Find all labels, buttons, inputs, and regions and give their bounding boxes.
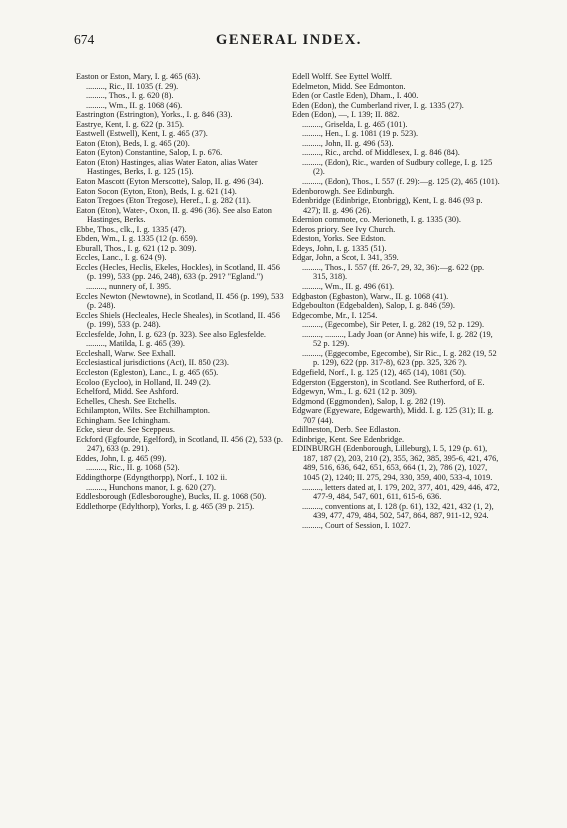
index-entry: EDINBURGH (Edenborough, Lilleburg), I. 5, 129 (p. 61), 187, 187 (2), 203, 210 (2), 355, 362, 385, 395-6, 421, 476, 489, 516, 636, 642, 651, 653, 664 (1, 2), 786 (2), 1027, 1045 (2), 1240; II. 275, 294, 330, 359, 400, 533-4, 1019.: [292, 444, 499, 482]
left-index-column: [76, 72, 284, 511]
index-entry: Eaton Tregoes (Eton Tregose), Heref., I. g. 282 (11).: [76, 196, 251, 206]
index-entry: Edenbridge (Edinbrige, Etonbrigg), Kent, I. g. 846 (93 p. 427); II. g. 496 (26).: [292, 196, 483, 215]
index-entry: Easton or Eston, Mary, I. g. 465 (63).: [76, 72, 201, 81]
index-entry: Edell Wolff. See Eyttel Wolff.: [292, 72, 393, 81]
index-entry: Echelford, Midd. See Ashford.: [76, 387, 179, 397]
index-entry: Eaton (Eton) Hastinges, alias Water Eaton, alias Water Hastinges, Berks, I. g. 125 (15).: [76, 157, 258, 177]
index-entry: ........., Wm., II. g. 496 (61).: [302, 282, 395, 292]
page-number: 674: [74, 32, 95, 47]
index-entry: Eaton (Eton), Water-, Oxon, II. g. 496 (36). See also Eaton Hastinges, Berks.: [76, 205, 272, 225]
index-entry: Eden (Edon), —, I. 139; II. 882.: [292, 110, 400, 120]
index-entry: ........., letters dated at, I. 179, 202, 377, 401, 429, 446, 472, 477-9, 484, 547, 601, 611, 615-6, 636.: [302, 482, 500, 502]
index-entry: ........., (Edon), Thos., I. 557 (f. 29):—g. 125 (2), 465 (101).: [302, 177, 500, 187]
index-entry: Eaton Mascott (Eyton Merscotte), Salop, II. g. 496 (34).: [76, 177, 264, 187]
index-entry: Ecke, sieur de. See Sceppeus.: [76, 425, 175, 435]
index-entry: Eddes, John, I. g. 465 (99).: [76, 453, 167, 463]
index-entry: Edillneston, Derb. See Edlaston.: [292, 425, 401, 435]
index-entry: ........., nunnery of, I. 395.: [86, 282, 172, 292]
index-entry: Ecclesiastical jurisdictions (Act), II. 850 (23).: [76, 358, 229, 368]
index-entry: Edeys, John, I. g. 1335 (51).: [292, 243, 387, 253]
index-entry: Edelmeton, Midd. See Edmonton.: [292, 81, 406, 91]
index-entry: Eastrye, Kent, I. g. 622 (p. 315).: [76, 119, 184, 129]
index-entry: Ecoloo (Eycloo), in Holland, II. 249 (2).: [76, 377, 211, 387]
index-entry: Edernion commote, co. Merioneth, I. g. 1335 (30).: [292, 215, 461, 225]
index-entry: ........., Thos., I. g. 620 (8).: [86, 91, 174, 101]
index-entry: ........., Hunchons manor, I. g. 620 (27).: [86, 482, 216, 492]
index-entry: Ebbe, Thos., clk., I. g. 1335 (47).: [76, 224, 187, 234]
index-entry: Eccles Newton (Newtowne), in Scotland, II. 456 (p. 199), 533 (p. 248).: [76, 291, 284, 311]
index-entry: Ebden, Wm., I. g. 1335 (12 (p. 659).: [76, 234, 198, 244]
index-entry: Edgware (Egyeware, Edgewarth), Midd. I. g. 125 (31); II. g. 707 (44).: [292, 406, 494, 425]
index-entry: Eccles (Hecles, Heclis, Ekeles, Hockles), in Scotland, II. 456 (p. 199), 533 (pp. 246, 248), 633 (p. 291? "Egland."): [76, 262, 280, 282]
index-entry: Edgbaston (Egbaston), Warw., II. g. 1068 (41).: [292, 291, 449, 301]
index-entry: Eccles, Lanc., I. g. 624 (9).: [76, 253, 167, 263]
index-entry: Edgefield, Norf., I. g. 125 (12), 465 (14), 1081 (50).: [292, 367, 467, 377]
index-entry: ........., John, II. g. 496 (53).: [302, 138, 394, 148]
index-entry: Eccleston (Egleston), Lanc., I. g. 465 (65).: [76, 367, 219, 377]
index-entry: Eden (or Castle Eden), Dham., I. 400.: [292, 91, 419, 101]
index-entry: Edgeboulton (Edgebalden), Salop, I. g. 846 (59).: [292, 301, 455, 311]
index-entry: Eddlesborough (Edlesboroughe), Bucks, II. g. 1068 (50).: [76, 492, 267, 502]
index-entry: ........., (Egecombe), Sir Peter, I. g. 282 (19, 52 p. 129).: [302, 320, 485, 330]
index-entry: Eddingthorpe (Edyngthorpp), Norf., I. 102 ii.: [76, 472, 228, 482]
index-entry: Echilampton, Wilts. See Etchilhampton.: [76, 406, 210, 416]
index-entry: Edinbrige, Kent. See Edenbridge.: [292, 434, 405, 444]
index-entry: Eden (Edon), the Cumberland river, I. g. 1335 (27).: [292, 100, 464, 110]
index-entry: ........., Thos., I. 557 (ff. 26-7, 29, 32, 36):—g. 622 (pp. 315, 318).: [302, 262, 485, 282]
index-entry: ........., Ric., II. g. 1068 (52).: [86, 463, 180, 473]
index-entry: Eccleshall, Warw. See Exhall.: [76, 348, 176, 358]
index-entry: Eddlethorpe (Edylthorp), Yorks, I. g. 465 (39 p. 215).: [76, 501, 255, 511]
index-entry: ........., (Edon), Ric., warden of Sudbury college, I. g. 125 (2).: [302, 157, 493, 177]
index-entry: Ederos priory. See Ivy Church.: [292, 224, 396, 234]
index-entry: Edgar, John, a Scot, I. 341, 359.: [292, 253, 399, 263]
index-entry: ........., Wm., II. g. 1068 (46).: [86, 100, 183, 110]
index-entry: Edgewyn, Wm., I. g. 621 (12 p. 309).: [292, 387, 417, 397]
index-entry: Edenborowgh. See Edinburgh.: [292, 186, 395, 196]
index-entry: Edgerston (Eggerston), in Scotland. See Rutherford, of E.: [292, 377, 485, 387]
index-entry: Eastwell (Estwell), Kent, I. g. 465 (37).: [76, 129, 208, 139]
index-entry: Echelles, Chesh. See Etchells.: [76, 396, 177, 406]
index-entry: ........., conventions at, I. 128 (p. 61), 132, 421, 432 (1, 2), 439, 477, 479, 484, 502, 547, 864, 887, 911-12, 924.: [302, 501, 494, 521]
index-entry: Ecclesfelde, John, I. g. 623 (p. 323). See also Eglesfelde.: [76, 329, 266, 339]
index-entry: Echingham. See Ichingham.: [76, 415, 171, 425]
index-entry: Edgecombe, Mr., I. 1254.: [292, 310, 378, 320]
index-entry: ........., Ric., II. 1035 (f. 29).: [86, 81, 179, 91]
index-entry: Eckford (Egfourde, Egelford), in Scotland, II. 456 (2), 533 (p. 247), 633 (p. 291).: [76, 434, 283, 454]
index-entry: ........., (Eggecombe, Egecombe), Sir Ric., I. g. 282 (19, 52 p. 129), 622 (pp. 317-8), 623 (pp. 325, 326 ?).: [302, 348, 497, 368]
index-entry: Eaton (Eyton) Constantine, Salop, I. p. 676.: [76, 148, 223, 158]
index-entry: ........., Court of Session, I. 1027.: [302, 520, 411, 530]
index-entry: Edeston, Yorks. See Edston.: [292, 234, 386, 244]
index-entry: Eburall, Thos., I. g. 621 (12 p. 309).: [76, 243, 197, 253]
index-entry: ........., ........., Lady Joan (or Anne) his wife, I. g. 282 (19, 52 p. 129).: [302, 329, 493, 349]
index-entry: Eaton (Eton), Beds, I. g. 465 (20).: [76, 138, 190, 148]
index-entry: ........., Griselda, I. g. 465 (101).: [302, 119, 408, 129]
index-entry: ........., Matilda, I. g. 465 (39).: [86, 339, 185, 349]
index-entry: ........., Hen., I. g. 1081 (19 p. 523).: [302, 129, 419, 139]
index-entry: Eastrington (Estrington), Yorks., I. g. 846 (33).: [76, 110, 233, 120]
index-entry: ........., Ric., archd. of Middlesex, I. g. 846 (84).: [302, 148, 460, 158]
index-entry: Edgmond (Eggmonden), Salop, I. g. 282 (19).: [292, 396, 446, 406]
index-entry: Eaton Socon (Eyton, Eton), Beds, I. g. 621 (14).: [76, 186, 237, 196]
page-header: [74, 32, 504, 52]
index-entry: Eccles Shiels (Hecleales, Hecle Sheales), in Scotland, II. 456 (p. 199), 533 (p. 248).: [76, 310, 280, 330]
right-index-column: [292, 72, 500, 530]
page-title: GENERAL INDEX.: [216, 32, 362, 48]
